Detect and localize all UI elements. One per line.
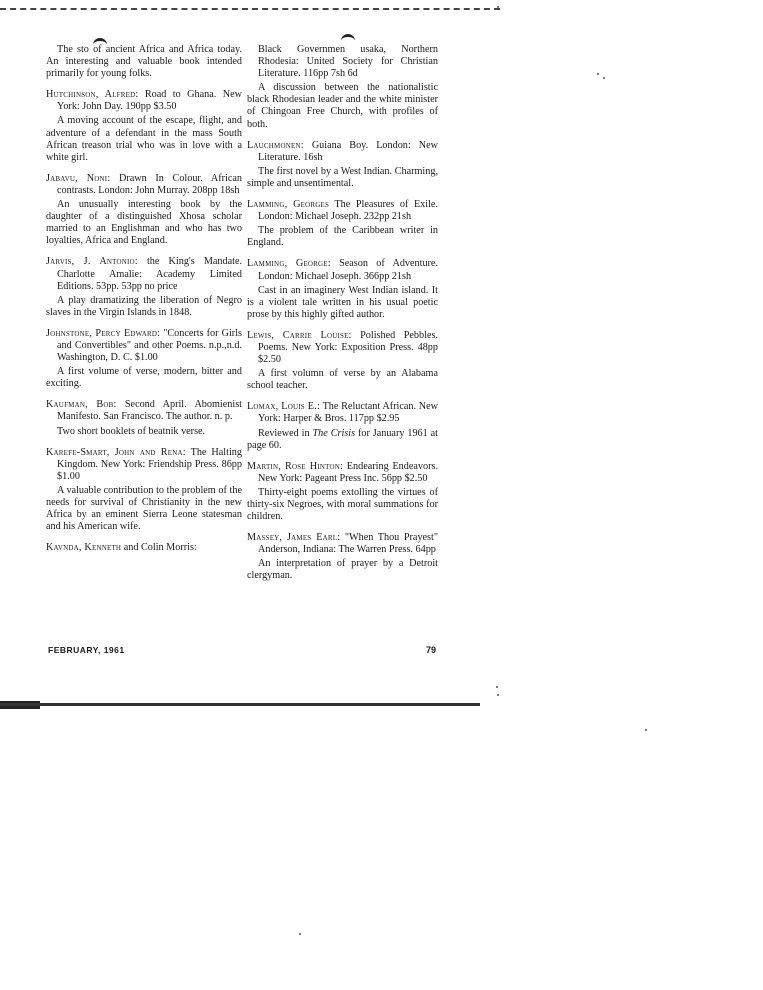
entry-citation: Black Governmen usaka, Northern Rhodesia: United Society for Christian Literature. 116pp 7sh 6d — [258, 44, 438, 80]
entry-citation: Second April. Abomienist Manifesto. San Francisco. The author. n. p. — [57, 399, 242, 423]
scan-speck — [597, 73, 599, 75]
scan-edge-bottom — [0, 703, 480, 706]
entry-citation: the King's Mandate. Charlotte Amalie: Academy Limited Editions. 53pp. 53pp no price — [57, 256, 243, 292]
entry-description: A discussion between the nationalistic black Rhodesian leader and the white minister of Chingoan Free Church, with profiles of both. — [247, 82, 438, 130]
bibliography-entry — [247, 258, 438, 320]
intro-paragraph: The sto of ancient Africa and Africa today. An interesting and valuable book intended primarily for young folks. — [46, 44, 242, 80]
issue-date: FEBRUARY, 1961 — [48, 645, 125, 655]
entry-author: Massey, James Earl: — [247, 532, 341, 544]
left-column — [46, 44, 242, 563]
bibliography-entry — [46, 328, 242, 390]
entry-citation: The Pleasures of Exile. London: Michael Joseph. 232pp 21sh — [258, 199, 438, 223]
entry-author: Karefe-Smart, John and Rena: — [46, 446, 186, 458]
bibliography-entry — [247, 330, 438, 392]
entry-citation: Season of Adventure. London: Michael Joseph. 366pp 21sh — [258, 258, 439, 282]
bibliography-entry — [46, 399, 242, 437]
entry-author: Martin, Rose Hinton: — [247, 460, 343, 472]
entry-description: A valuable contribution to the problem of the needs for survival of Christianity in the new Africa by an eminent Sierra Leone statesman and his American wife. — [46, 484, 242, 533]
entry-description — [247, 428, 438, 452]
bibliography-entry — [46, 89, 242, 164]
bibliography-entry — [46, 542, 242, 554]
entry-citation: "When Thou Prayest" Anderson, Indiana: The Warren Press. 64pp — [258, 532, 439, 556]
entry-author: Lewis, Carrie Louise: — [247, 329, 352, 341]
scan-speck — [603, 77, 605, 79]
right-column — [247, 44, 438, 592]
entry-description: The problem of the Caribbean writer in England. — [247, 225, 438, 249]
entry-citation: Road to Ghana. New York: John Day. 190pp $3.50 — [57, 89, 242, 113]
bibliography-entry-continued — [247, 44, 438, 131]
bibliography-entry — [247, 532, 438, 582]
entry-author: Kavnda, Kenneth — [46, 542, 122, 554]
entry-citation: and Colin Morris: — [123, 542, 197, 554]
entry-citation: Endearing Endeavors. New York: Pageant Press Inc. 56pp $2.50 — [258, 460, 438, 484]
entry-author: Johnstone, Percy Edward: — [46, 327, 161, 339]
magazine-title: The Crisis — [312, 427, 356, 439]
entry-author: Jarvis, J. Antonio: — [46, 256, 138, 268]
entry-author: Jabavu, Noni: — [46, 172, 111, 184]
scan-speck — [496, 686, 498, 688]
entry-description: An interpretation of prayer by a Detroit clergyman. — [247, 558, 438, 582]
entry-description: A moving account of the escape, flight, and adventure of a defendant in the mass South African treason trial who was in love with a white girl. — [46, 115, 242, 163]
entry-description: Two short booklets of beatnik verse. — [57, 425, 206, 437]
entry-citation: Polished Pebbles. Poems. New York: Exposition Press. 48pp $2.50 — [258, 329, 438, 366]
entry-author: Kaufman, Bob: — [46, 399, 117, 411]
entry-description: Cast in an imaginery West Indian island. It is a violent tale written in his usual poetic prose by this highly gifted author. — [247, 284, 438, 320]
bibliography-entry — [247, 461, 438, 523]
entry-description: A first volumn of verse by an Alabama school teacher. — [247, 368, 438, 392]
entry-author: Hutchinson, Alfred: — [46, 89, 139, 101]
entry-author: Lamming, Georges — [247, 199, 330, 211]
entry-citation: The Halting Kingdom. New York: Friendship Press. 86pp $1.00 — [57, 446, 242, 482]
entry-citation: The Reluctant African. New York: Harper & Bros. 117pp $2.95 — [258, 401, 438, 425]
entry-citation: Drawn In Colour. African contrasts. London: John Murray. 208pp 18sh — [57, 172, 243, 196]
bibliography-entry — [46, 256, 242, 318]
entry-author: Lauchmonen: — [247, 139, 304, 151]
bibliography-entry — [247, 140, 438, 190]
entry-description: The first novel by a West Indian. Charming, simple and unsentimental. — [247, 165, 438, 189]
bibliography-entry — [46, 173, 242, 248]
entry-description: A play dramatizing the liberation of Negro slaves in the Virgin Islands in 1848. — [46, 294, 242, 318]
entry-description: Thirty-eight poems extolling the virtues of thirty-six Negroes, with moral summations for children. — [247, 486, 438, 523]
bibliography-entry — [247, 199, 438, 249]
entry-description-text: for January 1961 at page 60. — [247, 427, 438, 451]
scan-speck — [299, 933, 301, 935]
bibliography-entry — [46, 447, 242, 534]
scan-speck — [645, 729, 647, 731]
bibliography-entry — [247, 401, 438, 451]
scan-speck — [497, 6, 499, 8]
entry-author: Lamming, George: — [247, 258, 331, 270]
entry-author: Lomax, Louis E.: — [247, 401, 320, 413]
scan-speck — [497, 694, 499, 696]
entry-citation: Guiana Boy. London: New Literature. 16sh — [258, 139, 438, 163]
entry-description: An unusually interesting book by the daughter of a distinguished Xhosa scholar married to an Englishman and who has two loyalties, Africa and England. — [46, 199, 242, 247]
entry-citation: "Concerts for Girls and Convertibles" and other Poems. n.p.,n.d. Washington, D. C. $1.00 — [57, 327, 242, 364]
page-number: 79 — [426, 645, 437, 655]
entry-description: A first volume of verse, modern, bitter and exciting. — [46, 366, 242, 390]
entry-description-text: Reviewed in — [258, 427, 313, 439]
scan-edge-top — [0, 8, 500, 10]
